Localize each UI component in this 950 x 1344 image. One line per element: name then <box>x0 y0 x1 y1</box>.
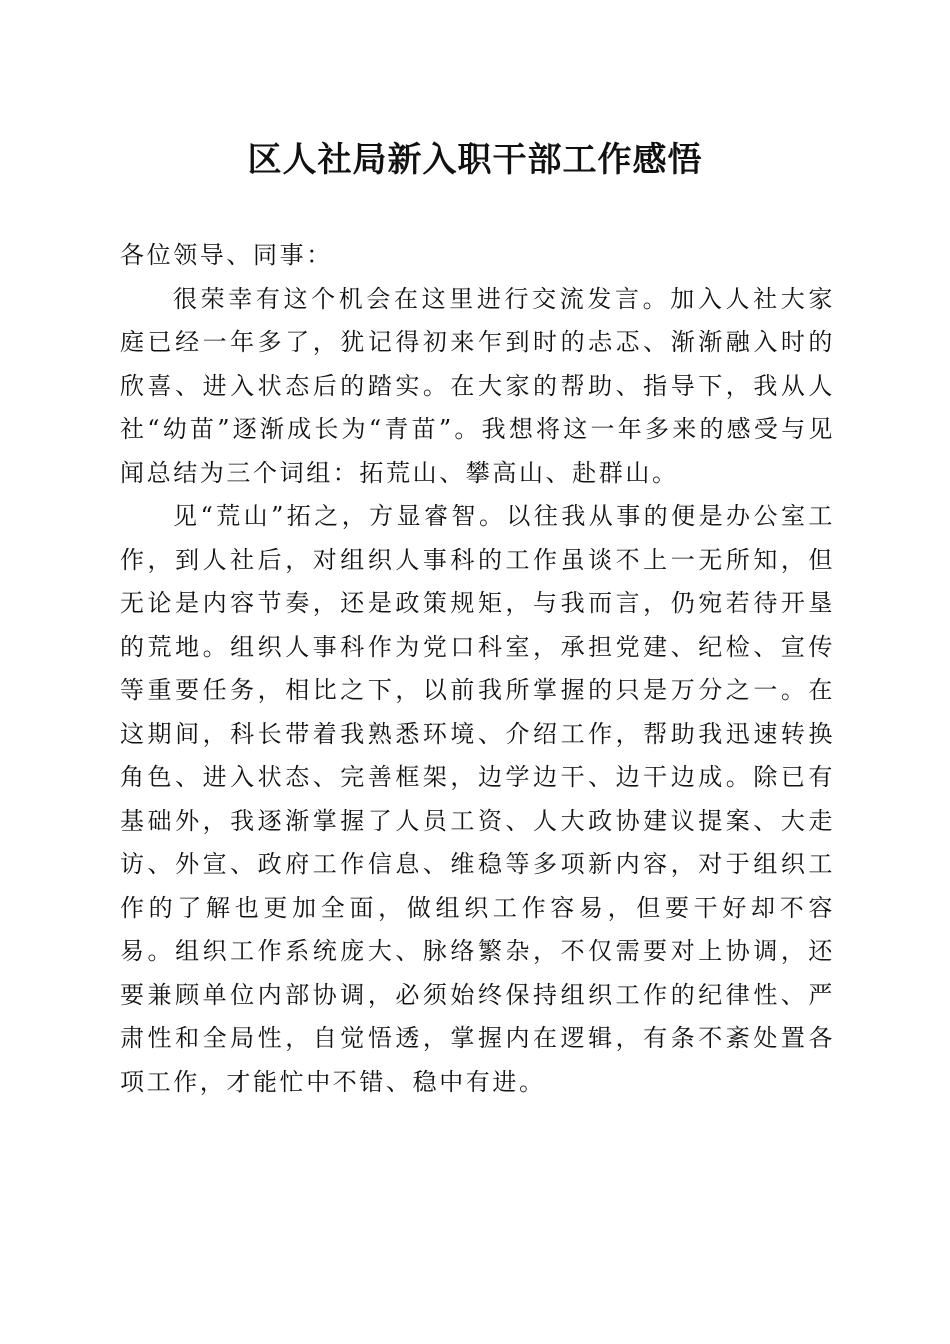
document-body <box>120 234 835 1104</box>
paragraph-1: 很荣幸有这个机会在这里进行交流发言。加入人社大家庭已经一年多了，犹记得初来乍到时的忐忑、渐渐融入时的欣喜、进入状态后的踏实。在大家的帮助、指导下，我从人社“幼苗”逐渐成长为“青苗”。我想将这一年多来的感受与见闻总结为三个词组：拓荒山、攀高山、赴群山。 <box>120 284 835 487</box>
document-title: 区人社局新入职干部工作感悟 <box>247 140 703 180</box>
salutation: 各位领导、同事： <box>120 241 333 269</box>
paragraph-2: 见“荒山”拓之，方显睿智。以往我从事的便是办公室工作，到人社后，对组织人事科的工作虽谈不上一无所知，但无论是内容节奏，还是政策规矩，与我而言，仍宛若待开垦的荒地。组织人事科作为党口科室，承担党建、纪检、宣传等重要任务，相比之下，以前我所掌握的只是万分之一。在这期间，科长带着我熟悉环境、介绍工作，帮助我迅速转换角色、进入状态、完善框架，边学边干、边干边成。除已有基础外，我逐渐掌握了人员工资、人大政协建议提案、大走访、外宣、政府工作信息、维稳等多项新内容，对于组织工作的了解也更加全面，做组织工作容易，但要干好却不容易。组织工作系统庞大、脉络繁杂，不仅需要对上协调，还要兼顾单位内部协调，必须始终保持组织工作的纪律性、严肃性和全局性，自觉悟透，掌握内在逻辑，有条不紊处置各项工作，才能忙中不错、稳中有进。 <box>120 502 835 1096</box>
